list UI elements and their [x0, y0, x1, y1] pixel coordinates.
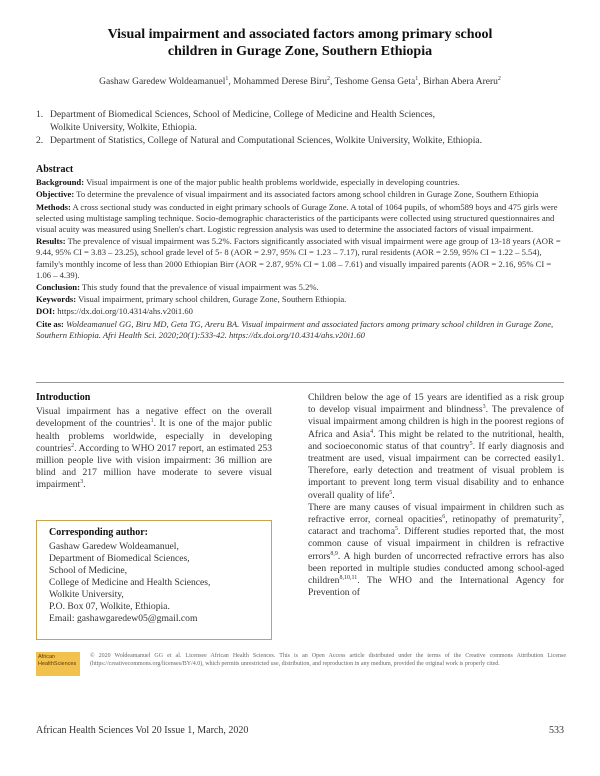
corr-email[interactable]: Email: gashawgaredew05@gmail.com [49, 613, 198, 624]
corresponding-author-box [36, 520, 272, 640]
introduction-heading: Introduction [36, 392, 91, 403]
section-text: A cross sectional study was conducted in eight primary schools of Gurage Zone. A total of 1064 pupils, of whom589 boys and 475 girls were selected using multistage sampling technique. Socio-demographic characteristics of the participants were collected using structured questionnaires and visual acuity was measured using Snellen's chart. Logistic regression analysis was used to determine the associated factors of visual impairment. [36, 201, 558, 235]
corr-line: College of Medicine and Health Sciences, [49, 577, 211, 588]
corr-line: P.O. Box 07, Wolkite, Ethiopia. [49, 601, 170, 612]
author-name: Mohammed Derese Biru [233, 77, 328, 87]
body-paragraph: Children below the age of 15 years are identified as a risk group to develop visual impairment and blindness$^3$. The prevalence of visual impairment among children is high in the poorest regions of Africa and Asia$^4$. This might be related to the nutritional, health, and socioeconomic status of that country$^5$. If early diagnosis and treatment are used, visual impairment can be corrected easily1. Therefore, early detection and treatment of visual problem is important to prevent long term visual disability and to enhance overall quality of life$^5$. [308, 392, 565, 501]
author-name: Birhan Abera Areru [422, 77, 498, 87]
body-paragraph: There are many causes of visual impairment in children such as refractive error, corneal opacities$^6$, retinopathy of prematurity$^7$, cataract and trachoma$^5$. Different studies reported that, the most common cause of visual impairment in children is refractive errors$^{8,9}$. A high burden of uncorrected refractive errors has also been reported in multiple studies conducted among school-aged children$^{8,10,11}$. The WHO and the International Agency for Prevention of [308, 501, 564, 599]
abstract-cite-as [36, 319, 566, 341]
abstract-conclusion [36, 282, 566, 293]
corr-line: Gashaw Garedew Woldeamanuel, [49, 541, 179, 552]
section-label: Methods: [36, 201, 71, 212]
corr-line: Department of Biomedical Sciences, [49, 553, 190, 564]
section-text: Visual impairment is one of the major public health problems worldwide, especially in developing countries. [84, 177, 460, 188]
logo-text: African [38, 654, 56, 660]
intro-paragraph: Visual impairment has a negative effect on the overall development of the countries$^1$. It is one of the major public health problems worldwide, especially in developing countries$^2$. According to WHO 2017 report, an estimated 253 million people live with vision impairment: 36 million are blind and 217 million have moderate to severe visual impairment$^3$. [36, 406, 272, 491]
title-line-2: children in Gurage Zone, Southern Ethiopia [167, 44, 433, 59]
citation-sup: 5 [389, 489, 393, 496]
citation-sup: 2 [71, 442, 75, 449]
paper-title [80, 26, 520, 60]
author-name: Teshome Gensa Geta [334, 77, 416, 87]
citation-text: Woldeamanuel GG, Biru MD, Geta TG, Areru BA. Visual impairment and associated factors among primary school children in Gurage Zone, Southern Ethiopia. Afri Health Sci. 2020;20(1):533-42. https://dx.doi.org/10.4314/ahs.v20i1.60 [36, 318, 554, 340]
section-text: To determine the prevalence of visual impairment and its associated factors among school children in Gurage Zone, Southern Ethiopia [74, 189, 539, 200]
license-text: © 2020 Woldeamanuel GG et al. Licensee African Health Sciences. This is an Open Access article distributed under the terms of the Creative commons Attribution License (https://creativecommons.org/licenses/BY/4.0), which permits unrestricted use, distribution, and reproduction in any medium, provided the original work is properly cited. [90, 653, 566, 667]
abstract-heading: Abstract [36, 164, 74, 175]
section-text: Visual impairment, primary school children, Gurage Zone, Southern Ethiopia. [76, 294, 347, 305]
author-affil-sup: 2 [497, 75, 501, 82]
section-label: Conclusion: [36, 282, 80, 293]
affiliation-text: Department of Statistics, College of Natural and Computational Sciences, Wolkite University, Wolkite, Ethiopia. [50, 135, 483, 146]
abstract-doi [36, 306, 566, 317]
section-label: Results: [36, 236, 66, 247]
affiliation-text [50, 108, 435, 134]
author-affil-sup: 1 [225, 75, 229, 82]
corr-line: Wolkite University, [49, 589, 124, 600]
author-separator: , [330, 77, 335, 87]
abstract-methods [36, 202, 566, 236]
affiliation-number: 2. [36, 135, 44, 146]
journal-issue: African Health Sciences Vol 20 Issue 1, March, 2020 [36, 725, 249, 736]
page-footer [36, 725, 564, 736]
section-text: This study found that the prevalence of visual impairment was 5.2%. [79, 282, 319, 293]
abstract [36, 164, 566, 342]
corresponding-author-title: Corresponding author: [49, 527, 148, 538]
author-affil-sup: 1 [415, 75, 419, 82]
abstract-background [36, 177, 566, 188]
author-separator: , [418, 77, 423, 87]
title-line-1: Visual impairment and associated factors among primary school [107, 27, 493, 42]
author-affil-sup: 2 [327, 75, 331, 82]
page-number: 533 [549, 725, 564, 736]
logo-text: HealthSciences [38, 661, 77, 667]
license-notice [36, 652, 566, 684]
corr-line: School of Medicine, [49, 565, 128, 576]
citation-sup: 8,10,11 [339, 574, 358, 581]
section-text: The prevalence of visual impairment was 5.2%. Factors significantly associated with visual impairment were age group of 13-18 years (AOR = 9.44, 95% CI = 3.83 – 23.25), school grade level of 5- 8 (AOR = 2.97, 95% CI = 1.23 – 7.17), rural residents (AOR = 2.59, 95% CI = 1.22 – 5.54), family's monthly income of less than 2000 Ethiopian Birr (AOR = 2.87, 95% CI = 1.08 – 7.61) and visually impaired parents (AOR = 2.16, 95% CI = 1.06 – 4.39). [36, 236, 561, 280]
section-divider [36, 382, 564, 383]
citation-sup: 3 [482, 404, 486, 411]
author-separator: , [228, 77, 234, 87]
citation-sup: 5 [394, 526, 398, 533]
affiliation-item [36, 108, 576, 134]
right-column [308, 392, 564, 599]
doi-link[interactable]: https://dx.doi.org/10.4314/ahs.v20i1.60 [55, 306, 193, 317]
citation-sup: 4 [370, 428, 374, 435]
affiliation-number: 1. [36, 109, 44, 120]
abstract-keywords [36, 294, 566, 305]
citation-sup: 7 [558, 513, 562, 520]
affiliation-line: Wolkite University, Wolkite, Ethiopia. [50, 122, 197, 133]
affiliation-line: Department of Biomedical Sciences, School of Medicine, College of Medicine and Health Sciences, [50, 109, 435, 120]
author-name: Gashaw Garedew Woldeamanuel [99, 77, 226, 87]
section-label: Cite as: [36, 318, 64, 329]
citation-sup: 8,9 [330, 550, 338, 557]
section-label: Background: [36, 177, 85, 188]
citation-sup: 1 [150, 418, 154, 425]
citation-sup: 3 [80, 479, 84, 486]
abstract-results [36, 236, 566, 281]
abstract-objective [36, 189, 566, 200]
section-label: Keywords: [36, 294, 77, 305]
citation-sup: 5 [469, 440, 473, 447]
citation-sup: 6 [442, 513, 446, 520]
section-label: DOI: [36, 306, 56, 317]
section-label: Objective: [36, 189, 75, 200]
journal-logo [36, 652, 80, 676]
left-column [36, 392, 272, 492]
affiliation-item [36, 134, 576, 147]
author-list [20, 77, 580, 87]
affiliations [36, 108, 576, 147]
